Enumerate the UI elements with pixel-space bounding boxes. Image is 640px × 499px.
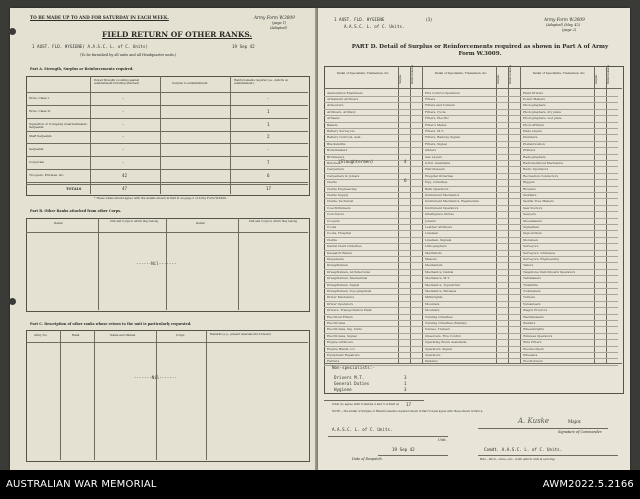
partA-row-label: W.Os. Class I. <box>29 96 50 100</box>
partC-title: Part C. Description of other ranks whose return to the unit is particularly requested. <box>30 322 192 326</box>
partD-trade-label: Cooks <box>327 224 337 229</box>
partD-trade-label: Artisans <box>327 116 340 121</box>
partD-trade-label: Turners <box>523 295 536 300</box>
partA-strength-value: - <box>122 96 125 101</box>
partD-col-rule <box>410 66 411 363</box>
partD-col-rule <box>398 66 399 363</box>
partD-trade-label: Engine Hands, I.C. <box>327 346 356 351</box>
partA-strength-value: - <box>122 160 125 165</box>
partD-col-rule <box>508 66 509 363</box>
partD-trade-label: Battery Surveyors <box>327 128 355 133</box>
partD-trade-label: Plumbers <box>523 135 538 140</box>
ns-value-1: 1 <box>404 381 407 386</box>
partA-row-divider <box>26 105 308 106</box>
partA-row-divider <box>26 156 308 157</box>
partA-col-reinf: Reinforcements required (i.e., deficits on establishment.) <box>234 79 289 85</box>
partD-trade-label: Plate Layers <box>523 128 542 133</box>
partD-row-rule <box>422 365 520 366</box>
partD-trade-label: Wagon Erectors <box>523 308 548 313</box>
partD-head-detail: Detail of Specialists, Tradesmen, &c. <box>434 71 488 75</box>
partD-trade-label: Fitters, Signal <box>425 141 447 146</box>
partD-trade-label: Wheelwrights <box>523 327 545 332</box>
partB-col-detail: Detail <box>54 221 63 225</box>
partD-trade-label: Storemen <box>523 237 538 242</box>
partD-trade-label: Linemen, Signals <box>425 237 452 242</box>
partA-row-label: Serjeants <box>29 147 44 152</box>
partD-trade-label: Fitters <box>425 96 436 101</box>
total-reinf: 17 <box>266 186 272 191</box>
partD-trade-label: Wheelers <box>523 352 538 357</box>
partD-col-rule <box>496 66 497 363</box>
partD-trade-label: Concretors <box>327 212 344 217</box>
partD-trade-label: Mechanics, Typewriter <box>425 282 461 287</box>
partD-trade-label: Artificers, Artillery <box>327 109 356 114</box>
partD-trade-label: Bakers <box>327 122 338 127</box>
partD-trade-label: Photo-Writers <box>523 122 544 127</box>
partD-trade-label: Hyg. Orderlies <box>425 180 448 185</box>
partA-row-divider <box>26 143 308 144</box>
partD-trade-label: Observers, Fire Control <box>425 333 462 338</box>
partD-trade-label: Shoemakers <box>523 218 542 223</box>
partD-trade-label: Prefabrication <box>523 141 545 146</box>
partD-head-detail: Detail of Specialists, Tradesmen, &c. <box>336 71 390 75</box>
partA-title: Part A. Strength, Surplus or Reinforcements required. <box>30 67 134 71</box>
partA-row-divider <box>26 131 308 132</box>
partD-trade-label: Plant Drivers <box>523 90 544 95</box>
partD-trade-label: Armourers <box>327 103 344 108</box>
footer-right: AWM2022.5.2166 <box>542 479 634 490</box>
partD-trade-label: Nursing Orderlies (Mental) <box>425 320 467 325</box>
partA-row-divider <box>26 182 308 183</box>
partD-trade-label: Electricians <box>327 320 346 325</box>
partD-trade-label: Dental Clerk Orderlies <box>327 244 362 249</box>
partB-col-unit: Unit and Corps to which they belong <box>109 220 159 223</box>
partD-trade-label: Clerks Engineering <box>327 186 357 191</box>
partD-trade-label: Woodturners <box>523 359 543 364</box>
partB-entry: ------Nil------- <box>136 261 177 266</box>
total-note: Total (to agree with Columns 2 and 3 of Part A) <box>332 402 400 406</box>
partD-trade-label: Butchers <box>327 160 341 165</box>
partD-trade-label: Mechanists <box>425 263 443 268</box>
partD-trade-label: Blacksmiths <box>327 141 346 146</box>
partD-trade-label: Masons <box>425 256 437 261</box>
despatch-caption: Date of Despatch. <box>352 457 383 461</box>
footer-left: AUSTRALIAN WAR MEMORIAL <box>6 479 157 490</box>
typed-value-0: 4 <box>404 159 407 164</box>
partD-trade-label: Radiotechnical Mechanics <box>523 160 564 165</box>
formation-caption: Bde., Divn., Area, etc., with which unit is serving. <box>480 457 556 461</box>
partD-trade-label: Coopers <box>327 218 340 223</box>
partC-col-corps: Corps <box>176 333 185 337</box>
partD-trade-label: Gilders <box>425 148 436 153</box>
partA-strength-value: - <box>122 147 125 153</box>
partD-col-rule <box>520 66 521 363</box>
partD-trade-label: Fitters, Electric <box>425 116 449 121</box>
partA-row-label: Corporals <box>29 160 44 164</box>
partD-trade-label: Fire Control Operators <box>425 90 460 95</box>
partD-trade-label: Electricians, Signal <box>327 333 357 338</box>
despatch-date: 19 Sep 42 <box>392 447 415 452</box>
partD-trade-label: Sawyers <box>523 212 536 217</box>
partD-trade-label: Ammunition Examiners <box>327 90 363 95</box>
partD-head-surplus: Surplus <box>595 74 598 84</box>
partD-trade-label: G.P.O. Assistants <box>425 160 451 165</box>
partD-trade-label: Recreation Conductors <box>523 173 559 178</box>
partD-head-reinf: Reinforcements <box>411 64 414 84</box>
partD-trade-label: Driver Mechanics <box>327 295 355 300</box>
partD-trade-label: Riggers <box>523 180 535 185</box>
unit-caption: Unit. <box>438 438 447 442</box>
partD-trade-label: Saddlers <box>523 192 537 197</box>
ns-value-2: 3 <box>404 387 407 392</box>
partD-trade-label: Photographers, dry plate <box>523 109 562 114</box>
partD-trade-label: Clerks Supply <box>327 192 349 197</box>
right-unit-sub: A.A.S.C. L. of C. Units. <box>344 24 405 29</box>
partD-trade-label: Surveyors, Ordnance <box>523 250 556 255</box>
partD-trade-label: Millwrights <box>425 295 443 300</box>
partD-trade-label: Radio Operators <box>523 167 549 172</box>
partD-trade-label: Tinsmiths <box>523 282 538 287</box>
partD-trade-label: Tailors <box>523 263 534 268</box>
partB-title: Part B. Other Ranks attached from other Corps. <box>30 209 122 213</box>
partD-trade-label: Operating Room Assistants <box>425 340 467 345</box>
partD-trade-label: Boilermakers <box>327 148 348 153</box>
partD-trade-label: Instrument Mechanics, Regimental <box>425 199 479 204</box>
partD-trade-label: Toolmakers <box>523 288 541 293</box>
partC-col-rank: Rank <box>72 333 80 337</box>
partD-trade-label: Electricians, Sig. Units <box>327 327 363 332</box>
partD-trade-label: Watchmakers <box>523 314 544 319</box>
right-page <box>318 8 630 470</box>
partD-trade-label: Coachtrimmers <box>327 205 351 210</box>
partD-trade-label: Nursing Orderlies <box>425 314 453 319</box>
partD-trade-label: Draughtsmen, Topographical <box>327 288 372 293</box>
partC-col-no: Army No. <box>34 333 48 337</box>
partD-trade-label: Telephone Switchboard Operators <box>523 269 576 274</box>
partD-trade-label: Signalmen <box>523 224 540 229</box>
partD-row-rule <box>422 96 520 97</box>
partD-trade-label: Engine Artificers <box>327 340 353 345</box>
partD-trade-label: Surveyors, Engineering <box>523 256 560 261</box>
partD-trade-label: Machinists <box>425 250 442 255</box>
ns-value-0: 3 <box>404 375 407 380</box>
signature-title: Major. <box>568 419 582 424</box>
partC-col-name: Name and Initials <box>110 333 136 337</box>
right-form-ref-sub: (Adapted) (May, 42) <box>546 23 581 27</box>
partD-trade-label: Hospital Orderlies <box>425 173 454 178</box>
partA-row-label: W.Os. Class II. <box>29 108 51 113</box>
partD-trade-label: Tentmakers <box>523 276 541 281</box>
page-title: FIELD RETURN OF OTHER RANKS. <box>102 30 253 39</box>
signature: A. Kuske <box>518 417 550 425</box>
partD-trade-label: Linemen <box>425 231 439 236</box>
partD-trade-label: Power Makers <box>523 96 545 101</box>
partD-trade-label: Mechanics, Wireless <box>425 288 457 293</box>
partD-total: 17 <box>406 402 412 407</box>
partD-title: PART D. Detail of Surplus or Reinforcements required as shown in Part A of Army Form W.3009. <box>351 44 609 57</box>
partD-trade-label: Clerks <box>327 237 337 242</box>
partD-trade-label: Fitters, Cycle <box>425 109 446 114</box>
partD-trade-label: Nurses, Trained <box>425 327 450 332</box>
partD-trade-label: Moulders <box>425 301 440 306</box>
partD-trade-label: Operators, Signal <box>425 346 452 351</box>
partD-row-rule <box>422 147 520 148</box>
partD-head-reinf: Reinforcements <box>607 64 610 84</box>
partD-trade-label: Fitters and Turners <box>425 103 455 108</box>
partD-trade-label: Fitters, Railway Signal <box>425 135 460 140</box>
partD-trade-label: Operators <box>425 352 441 357</box>
partD-trade-label: Woodworkers <box>523 346 544 351</box>
total-strength: 47 <box>122 186 128 191</box>
right-form-page: (page 2) <box>562 28 577 32</box>
partD-trade-label: Surveyors <box>523 244 539 249</box>
partD-trade-label: Gas Layers <box>425 154 442 159</box>
partD-row-rule <box>520 365 618 366</box>
form-ref-sub: (page 1) <box>272 21 287 25</box>
partD-trade-label: Instrument Mechanics <box>425 192 460 197</box>
partA-col-surplus: Surplus to establishment. <box>172 81 209 85</box>
right-form-ref: Army Form W.3009 <box>544 17 585 22</box>
typed-value-1: 6 <box>404 178 407 183</box>
partD-row-rule <box>520 262 618 263</box>
partA-strength-value: - <box>122 134 125 140</box>
totals-label: TOTALS <box>66 187 82 191</box>
partC-col-remarks: Remarks (e.g., present whereabouts if known) <box>210 333 271 336</box>
right-unit-typed: 1 AUST. FLD. HYGIENE <box>334 17 385 22</box>
partA-row-label: Troopers, Privates, &c. <box>29 172 65 177</box>
partA-reinf-value: - <box>267 96 270 101</box>
partD-trade-label: Electrical Fitters <box>327 314 353 319</box>
partD-trade-label: Bricklayers <box>327 154 345 159</box>
partD-head-reinf: Reinforcements <box>509 64 512 84</box>
partD-row-rule <box>324 179 422 180</box>
partD-trade-label: Clerks, Technical <box>327 199 354 204</box>
partD-trade-label: Armament Artificers <box>327 96 359 101</box>
partD-footnote: NOTE.—The Detail of Surplus or Reinforcements required shown in Part D must agree with those shown in Part A. <box>332 410 484 413</box>
partD-trade-label: Wireless Operators <box>523 333 553 338</box>
top-note: TO BE MADE UP TO AND FOR SATURDAY IN EACH WEEK. <box>30 15 169 20</box>
date-typed: 19 Sep 42 <box>232 44 255 49</box>
partD-trade-label: Hairdressers <box>425 167 445 172</box>
left-page <box>10 8 316 470</box>
partD-trade-label: Joiners <box>425 218 436 223</box>
partA-strength-value: - <box>122 108 125 114</box>
partD-row-rule <box>422 218 520 219</box>
partD-trade-label: Saw Doctors <box>523 205 543 210</box>
partB-col-detail-2: Detail <box>196 221 205 225</box>
signature-caption: Signature of Commander. <box>558 430 603 434</box>
partD-trade-label: Despatch Riders <box>327 250 353 255</box>
ns-trade-2: Hygiene <box>334 387 352 392</box>
partD-head-surplus: Surplus <box>399 74 402 84</box>
partA-reinf-value: 1 <box>267 108 270 114</box>
partA-row-label: Squadron or Company Quartermaster-Serjeants <box>29 121 88 129</box>
partA-col-strength: Posted Strength (counting against establishment including attached) <box>94 79 140 85</box>
partD-trade-label: Welders <box>523 320 536 325</box>
formation-typed: Comdt. A.A.S.C. L. of C. Units. <box>484 447 563 452</box>
partD-trade-label: Saddle Tree Makers <box>523 199 554 204</box>
partC-entry: -------Nil------- <box>134 375 177 380</box>
partD-trade-label: Lithographers <box>425 244 447 249</box>
partD-trade-label: Carpenters & Joiners <box>327 173 360 178</box>
partD-trade-label: Instrument Operators <box>425 205 459 210</box>
partD-row-rule <box>324 237 422 238</box>
partD-trade-label: Sign-writers <box>523 231 542 236</box>
partD-trade-label: Wire Fitters <box>523 340 542 345</box>
partD-trade-label: Painters <box>425 359 438 364</box>
partD-row-rule <box>324 122 422 123</box>
partD-trade-label: Battery Controls, Asst. <box>327 135 362 140</box>
partD-trade-label: Draughtsmen, Signal <box>327 282 360 287</box>
partD-trade-label: Leather Artificers <box>425 224 453 229</box>
partD-trade-label: Mechanics, M.T. <box>425 276 450 281</box>
partD-trade-label: Mechanics, Dental <box>425 269 454 274</box>
partA-reinf-value: 2 <box>267 134 270 140</box>
partA-row-divider <box>26 118 308 119</box>
partD-trade-label: Driver Operators <box>327 301 354 306</box>
partD-trade-label: Farriers <box>327 359 340 364</box>
partA-note: * These totals should agree with the details shown in Part D on page 2 of Army Form W.3009. <box>94 196 227 200</box>
partC-table <box>26 330 310 462</box>
partA-row-divider <box>26 169 308 170</box>
partD-col-rule <box>606 66 607 363</box>
partD-trade-label: Moulders <box>425 308 440 313</box>
partD-trade-label: Photographers <box>523 103 546 108</box>
partD-trade-label: Draughtsmen, Mechanical <box>327 276 368 281</box>
unit-bottom: A.A.S.C. L. of C. Units. <box>332 427 393 432</box>
right-page-no: (3) <box>426 17 432 22</box>
punch-hole <box>9 298 16 305</box>
partD-head-surplus: Surplus <box>497 74 500 84</box>
partD-head-detail: Detail of Specialists, Tradesmen, &c. <box>532 71 586 75</box>
partD-trade-label: Drivers, Transportation Plant <box>327 308 372 313</box>
partD-trade-label: Bath Operators <box>425 186 449 191</box>
partD-trade-label: Riveters <box>523 186 536 191</box>
unit-typed: 1 AUST. FLD. HYGIENE( A.A.S.C. L. of C. Units) <box>32 44 148 49</box>
partD-trade-label: Vulcanisers <box>523 301 541 306</box>
partA-strength-value: - <box>122 121 125 127</box>
partD-trade-label: Intelligence Duties <box>425 212 454 217</box>
partA-row-label: Staff Serjeants <box>29 134 52 139</box>
instruction: (To be furnished by all units and all Headquarter units.) <box>80 53 177 57</box>
ns-trade-1: General Duties <box>334 381 370 386</box>
partD-trade-label: Cooks, Hospital <box>327 231 351 236</box>
partA-reinf-value: 1 <box>267 121 270 127</box>
partD-row-rule <box>324 224 422 225</box>
partD-trade-label: Printers <box>523 148 536 153</box>
partD-trade-label: Draughtsmen <box>327 263 348 268</box>
partD-trade-label: Equipment Repairers <box>327 352 360 357</box>
ns-trade-0: Drivers M.T. <box>334 375 365 380</box>
partD-trade-label: Dispensers <box>327 256 344 261</box>
partD-trade-label: Draughtsmen, Architectural <box>327 269 370 274</box>
partD-trade-label: Fitter's Mates <box>425 122 447 127</box>
partD-trade-label: Carpenters <box>327 167 345 172</box>
partA-strength-value: 42 <box>122 172 128 178</box>
partA-reinf-value: - <box>267 147 270 153</box>
partD-col-rule <box>594 66 595 363</box>
partD-col-rule <box>422 66 423 363</box>
form-ref: Army Form W.3009 <box>254 15 295 20</box>
partA-reinf-value: 6 <box>267 172 270 178</box>
typed-trade-0: (Slaughtermen) <box>338 159 374 164</box>
partA-reinf-value: 7 <box>267 160 270 165</box>
non-specialists-label: Non-specialists:- <box>332 365 375 370</box>
partB-col-unit-2: Unit and Corps to which they belong <box>248 220 298 223</box>
partD-trade-label: Photographers, wet plate <box>523 116 562 121</box>
punch-hole <box>9 28 16 35</box>
form-ref-adapted: (Adapted) <box>270 26 287 30</box>
partD-trade-label: Radiographers <box>523 154 546 159</box>
partD-trade-label: Clerks <box>327 180 337 185</box>
partD-trade-label: Fitters, M.T. <box>425 128 444 133</box>
